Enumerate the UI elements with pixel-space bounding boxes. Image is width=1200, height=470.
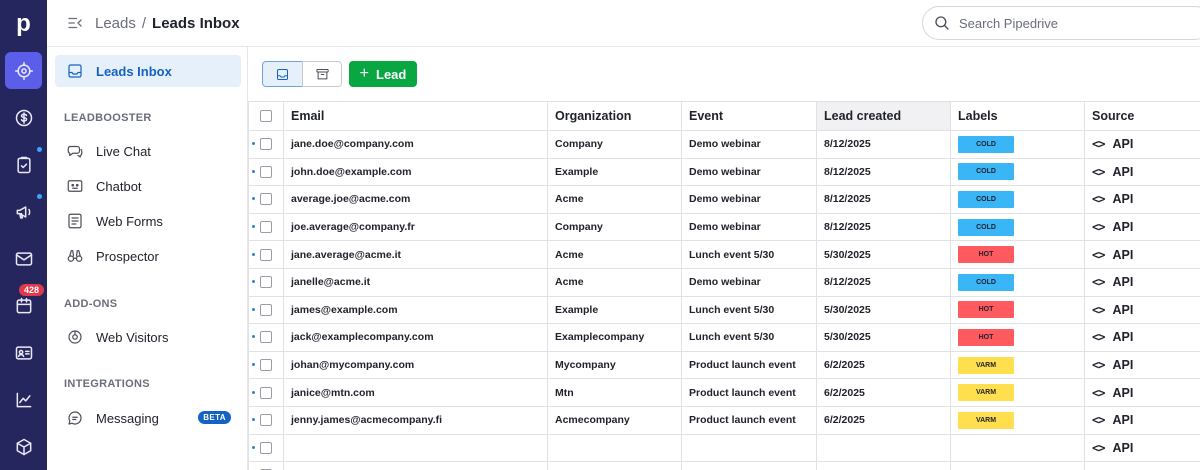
code-icon: <> [1092, 164, 1105, 179]
source-cell [1085, 131, 1200, 159]
sidebar-item-messaging[interactable] [55, 402, 241, 434]
table-row[interactable] [249, 379, 1200, 407]
event-cell: Lunch event 5/30 [682, 324, 817, 352]
row-checkbox[interactable] [260, 331, 272, 343]
section-addons: ADD-ONS [64, 298, 118, 310]
unread-dot [252, 253, 255, 256]
lead-created-cell: 8/12/2025 [817, 268, 951, 296]
select-all-checkbox[interactable] [260, 110, 272, 122]
row-checkbox[interactable] [260, 414, 272, 426]
archive-view-button[interactable] [302, 61, 342, 87]
notification-count-badge: 428 [19, 284, 44, 296]
plus-icon: + [359, 65, 369, 82]
organization-cell[interactable]: Company [548, 131, 682, 159]
event-cell: Demo webinar [682, 268, 817, 296]
sidebar-item-prospector[interactable] [55, 240, 241, 272]
inbox-view-button[interactable] [262, 61, 303, 87]
sidebar-item-live-chat[interactable] [55, 135, 241, 167]
organization-cell[interactable]: Example [548, 158, 682, 186]
source-label: API [1112, 220, 1134, 235]
add-lead-label: Lead [376, 66, 407, 82]
event-cell: Product launch event [682, 379, 817, 407]
event-cell: Demo webinar [682, 213, 817, 241]
email-cell[interactable]: john.doe@example.com [284, 158, 548, 186]
table-row[interactable] [249, 351, 1200, 379]
sidebar-item-label: Prospector [96, 248, 159, 264]
lead-created-cell: 5/30/2025 [817, 296, 951, 324]
event-cell: Product launch event [682, 351, 817, 379]
insights-chart-icon[interactable] [5, 381, 42, 418]
unread-dot [252, 391, 255, 394]
mail-envelope-icon[interactable] [5, 240, 42, 277]
email-cell[interactable]: johan@mycompany.com [284, 351, 548, 379]
leads-sidebar [47, 47, 248, 470]
sidebar-item-label: Chatbot [96, 178, 142, 194]
lead-created-cell: 6/2/2025 [817, 379, 951, 407]
column-header-email[interactable]: Email [284, 102, 548, 131]
organization-cell[interactable]: Mycompany [548, 351, 682, 379]
beta-badge: BETA [198, 411, 231, 424]
source-label: API [1112, 440, 1134, 455]
sidebar-item-web-forms[interactable] [55, 205, 241, 237]
source-label: API [1112, 164, 1134, 179]
table-row[interactable] [249, 131, 1200, 159]
sidebar-item-label: Messaging [96, 410, 159, 426]
organization-cell[interactable] [548, 462, 682, 470]
sidebar-item-leads-inbox[interactable] [55, 55, 241, 87]
unread-dot [252, 280, 255, 283]
source-label: API [1112, 247, 1134, 262]
unread-dot [252, 308, 255, 311]
row-select-cell [249, 406, 284, 434]
unread-dot [252, 197, 255, 200]
code-icon: <> [1092, 220, 1105, 235]
labels-cell [951, 186, 1085, 214]
visitors-icon [65, 327, 85, 347]
row-select-cell [249, 131, 284, 159]
lead-created-cell: 6/2/2025 [817, 406, 951, 434]
email-cell[interactable]: jane.average@acme.it [284, 241, 548, 269]
sidebar-item-label: Leads Inbox [96, 63, 172, 79]
email-cell[interactable]: joe.average@company.fr [284, 213, 548, 241]
source-cell [1085, 434, 1200, 462]
code-icon: <> [1092, 330, 1105, 345]
source-cell [1085, 241, 1200, 269]
table-row[interactable] [249, 186, 1200, 214]
labels-cell [951, 351, 1085, 379]
organization-cell[interactable]: Acme [548, 268, 682, 296]
label-tag-warm[interactable]: VARM [958, 384, 1014, 401]
labels-cell [951, 296, 1085, 324]
row-checkbox[interactable] [260, 221, 272, 233]
row-select-cell [249, 268, 284, 296]
row-select-cell [249, 158, 284, 186]
table-row[interactable] [249, 296, 1200, 324]
source-label: API [1112, 385, 1134, 400]
source-cell [1085, 213, 1200, 241]
source-cell [1085, 296, 1200, 324]
label-tag-hot[interactable]: HOT [958, 329, 1014, 346]
row-select-cell [249, 379, 284, 407]
email-cell[interactable]: jenny.james@acmecompany.fi [284, 406, 548, 434]
global-search[interactable] [922, 6, 1200, 40]
event-cell: Lunch event 5/30 [682, 241, 817, 269]
code-icon: <> [1092, 413, 1105, 428]
label-tag-cold[interactable]: COLD [958, 274, 1014, 291]
labels-cell [951, 462, 1085, 470]
row-checkbox[interactable] [260, 166, 272, 178]
labels-cell [951, 406, 1085, 434]
code-icon: <> [1092, 247, 1105, 262]
source-cell [1085, 462, 1200, 470]
organization-cell[interactable]: Acmecompany [548, 406, 682, 434]
row-select-cell [249, 351, 284, 379]
organization-cell[interactable]: Examplecompany [548, 324, 682, 352]
lead-created-cell: 8/12/2025 [817, 131, 951, 159]
source-cell [1085, 379, 1200, 407]
source-label: API [1112, 302, 1134, 317]
unread-dot [37, 147, 42, 152]
organization-cell[interactable]: Company [548, 213, 682, 241]
search-icon [933, 14, 951, 32]
campaigns-megaphone-icon[interactable] [5, 193, 42, 230]
contacts-card-icon[interactable] [5, 334, 42, 371]
leads-table [248, 101, 1200, 470]
table-row[interactable] [249, 462, 1200, 470]
event-cell: Product launch event [682, 406, 817, 434]
sidebar-item-label: Web Visitors [96, 329, 169, 345]
organization-cell[interactable]: Acme [548, 241, 682, 269]
email-cell[interactable]: jack@examplecompany.com [284, 324, 548, 352]
main-nav-rail [0, 0, 47, 470]
row-checkbox[interactable] [260, 304, 272, 316]
row-select-cell [249, 434, 284, 462]
email-cell[interactable]: james@example.com [284, 296, 548, 324]
labels-cell [951, 131, 1085, 159]
event-cell: Demo webinar [682, 158, 817, 186]
email-cell[interactable] [284, 462, 548, 470]
code-icon: <> [1092, 275, 1105, 290]
row-checkbox[interactable] [260, 359, 272, 371]
lead-created-cell [817, 462, 951, 470]
row-checkbox[interactable] [260, 387, 272, 399]
organization-cell[interactable]: Acme [548, 186, 682, 214]
code-icon: <> [1092, 358, 1105, 373]
pipedrive-logo[interactable]: p [16, 9, 31, 37]
deals-dollar-icon[interactable] [5, 99, 42, 136]
label-tag-cold[interactable]: COLD [958, 191, 1014, 208]
form-icon [65, 211, 85, 231]
email-cell[interactable]: average.joe@acme.com [284, 186, 548, 214]
inbox-icon [275, 67, 290, 82]
row-checkbox[interactable] [260, 276, 272, 288]
labels-cell [951, 434, 1085, 462]
collapse-sidebar-icon[interactable] [65, 13, 85, 33]
lead-created-cell [817, 434, 951, 462]
label-tag-hot[interactable]: HOT [958, 301, 1014, 318]
source-label: API [1112, 275, 1134, 290]
unread-dot [252, 225, 255, 228]
row-checkbox[interactable] [260, 249, 272, 261]
table-row[interactable] [249, 324, 1200, 352]
row-select-cell [249, 186, 284, 214]
unread-dot [37, 194, 42, 199]
row-select-cell [249, 324, 284, 352]
table-row[interactable] [249, 158, 1200, 186]
source-label: API [1112, 137, 1134, 152]
labels-cell [951, 241, 1085, 269]
chatbot-icon [65, 176, 85, 196]
products-box-icon[interactable] [5, 428, 42, 465]
add-lead-button[interactable] [349, 61, 417, 87]
source-label: API [1112, 192, 1134, 207]
email-cell[interactable]: jane.doe@company.com [284, 131, 548, 159]
row-select-cell [249, 213, 284, 241]
source-label: API [1112, 413, 1134, 428]
column-header-lead-created[interactable]: Lead created [817, 102, 951, 131]
sidebar-item-label: Live Chat [96, 143, 151, 159]
message-icon [65, 408, 85, 428]
column-header-labels[interactable]: Labels [951, 102, 1085, 131]
source-label: API [1112, 330, 1134, 345]
organization-cell[interactable] [548, 434, 682, 462]
page-title: Leads Inbox [152, 14, 240, 32]
table-row[interactable] [249, 434, 1200, 462]
table-header-row [249, 102, 1200, 131]
event-cell: Demo webinar [682, 186, 817, 214]
table-row[interactable] [249, 268, 1200, 296]
chat-icon [65, 141, 85, 161]
lead-created-cell: 6/2/2025 [817, 351, 951, 379]
label-tag-cold[interactable]: COLD [958, 219, 1014, 236]
row-select-cell [249, 296, 284, 324]
row-select-cell [249, 241, 284, 269]
organization-cell[interactable]: Example [548, 296, 682, 324]
unread-dot [252, 363, 255, 366]
source-cell [1085, 268, 1200, 296]
source-cell [1085, 406, 1200, 434]
search-input[interactable] [959, 16, 1179, 31]
labels-cell [951, 268, 1085, 296]
unread-dot [252, 170, 255, 173]
unread-dot [252, 335, 255, 338]
organization-cell[interactable]: Mtn [548, 379, 682, 407]
leads-nav-target-icon[interactable] [5, 52, 42, 89]
unread-dot [252, 142, 255, 145]
row-checkbox[interactable] [260, 138, 272, 150]
label-tag-warm[interactable]: VARM [958, 412, 1014, 429]
labels-cell [951, 213, 1085, 241]
table-row[interactable] [249, 213, 1200, 241]
top-bar [47, 0, 1200, 47]
unread-dot [252, 446, 255, 449]
binoculars-icon [65, 246, 85, 266]
activities-clipboard-icon[interactable] [5, 146, 42, 183]
table-row[interactable] [249, 406, 1200, 434]
sidebar-item-label: Web Forms [96, 213, 163, 229]
inbox-icon [65, 61, 85, 81]
sidebar-item-chatbot[interactable] [55, 170, 241, 202]
email-cell[interactable]: janice@mtn.com [284, 379, 548, 407]
label-tag-cold[interactable]: COLD [958, 163, 1014, 180]
source-cell [1085, 324, 1200, 352]
labels-cell [951, 158, 1085, 186]
event-cell [682, 462, 817, 470]
labels-cell [951, 324, 1085, 352]
code-icon: <> [1092, 192, 1105, 207]
unread-dot [252, 418, 255, 421]
event-cell: Demo webinar [682, 131, 817, 159]
source-cell [1085, 186, 1200, 214]
event-cell [682, 434, 817, 462]
table-row[interactable] [249, 241, 1200, 269]
column-header-organization[interactable]: Organization [548, 102, 682, 131]
column-header-event[interactable]: Event [682, 102, 817, 131]
label-tag-hot[interactable]: HOT [958, 246, 1014, 263]
code-icon: <> [1092, 137, 1105, 152]
row-checkbox[interactable] [260, 442, 272, 454]
event-cell: Lunch event 5/30 [682, 296, 817, 324]
lead-created-cell: 8/12/2025 [817, 158, 951, 186]
source-cell [1085, 351, 1200, 379]
row-checkbox[interactable] [260, 193, 272, 205]
code-icon: <> [1092, 302, 1105, 317]
code-icon: <> [1092, 385, 1105, 400]
section-leadbooster: LEADBOOSTER [64, 112, 152, 124]
breadcrumb-separator: / [141, 14, 147, 32]
code-icon: <> [1092, 440, 1105, 455]
row-select-cell [249, 462, 284, 470]
labels-cell [951, 379, 1085, 407]
label-tag-warm[interactable]: VARM [958, 357, 1014, 374]
email-cell[interactable]: janelle@acme.it [284, 268, 548, 296]
lead-created-cell: 5/30/2025 [817, 241, 951, 269]
sidebar-item-web-visitors[interactable] [55, 321, 241, 353]
lead-created-cell: 5/30/2025 [817, 324, 951, 352]
lead-created-cell: 8/12/2025 [817, 213, 951, 241]
section-integrations: INTEGRATIONS [64, 378, 150, 390]
select-all-cell [249, 102, 284, 131]
lead-created-cell: 8/12/2025 [817, 186, 951, 214]
source-cell [1085, 158, 1200, 186]
column-header-source[interactable]: Source [1085, 102, 1200, 131]
source-label: API [1112, 358, 1134, 373]
email-cell[interactable] [284, 434, 548, 462]
archive-icon [315, 67, 330, 82]
label-tag-cold[interactable]: COLD [958, 136, 1014, 153]
breadcrumb-parent[interactable]: Leads [95, 14, 136, 32]
